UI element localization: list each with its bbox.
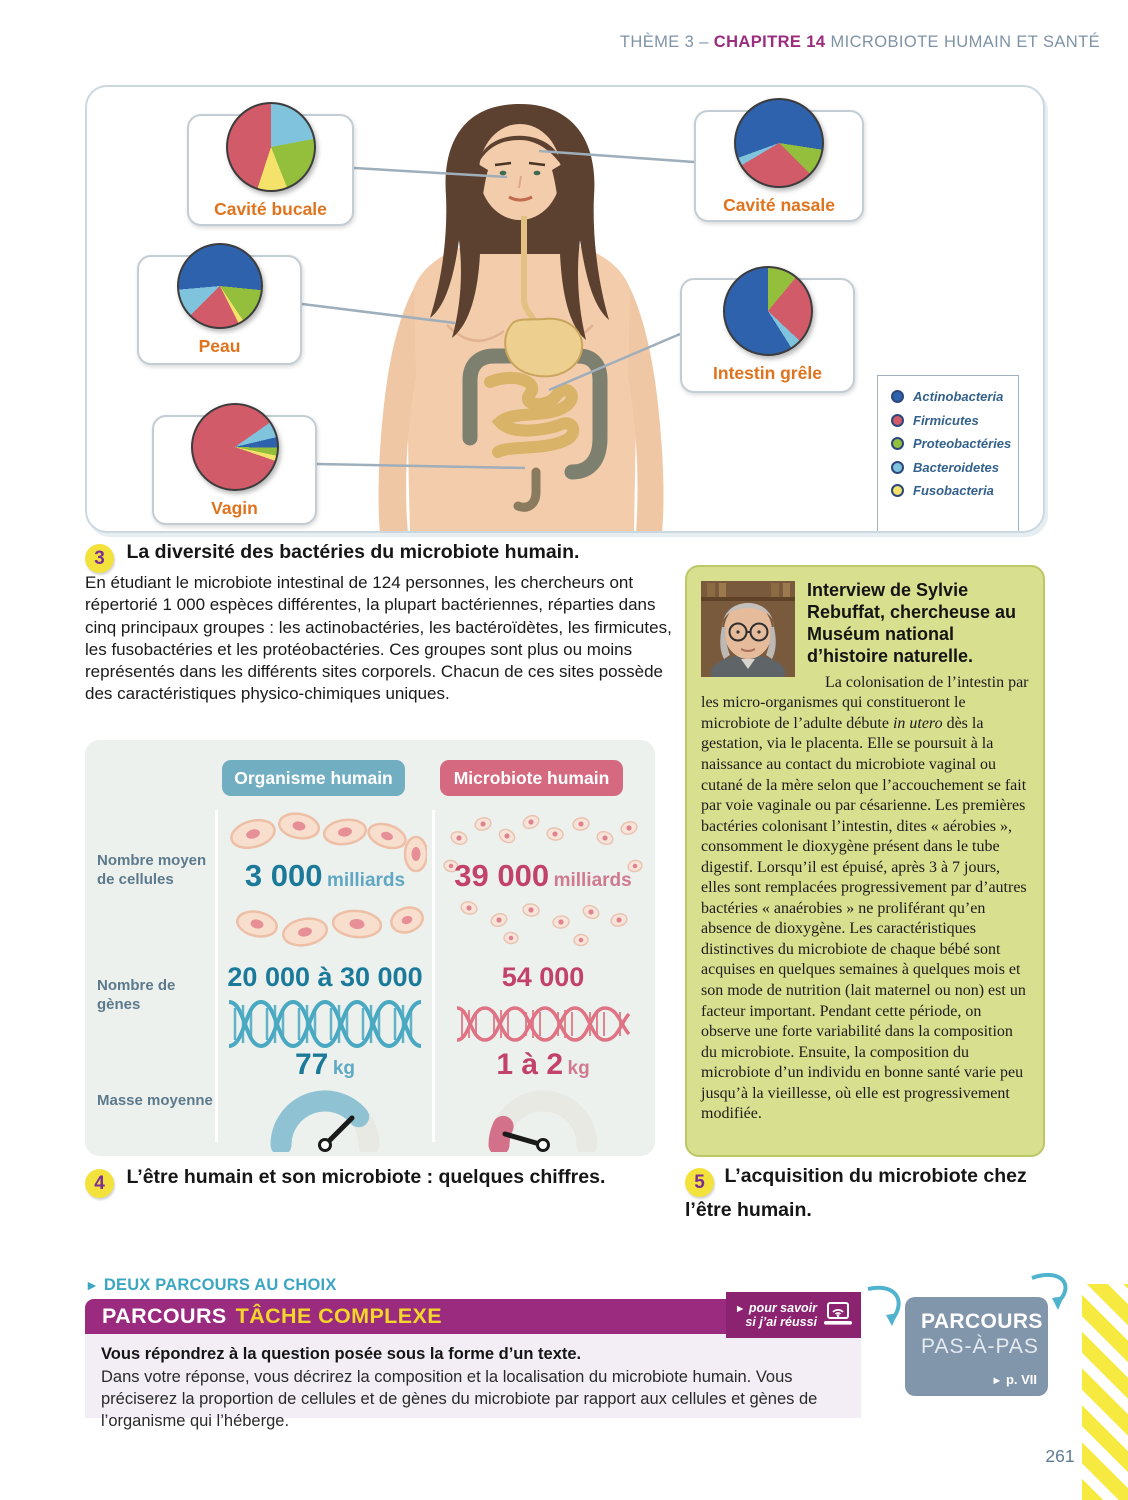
caption-5-title: L’acquisition du microbiote chez l’être humain. — [685, 1165, 1027, 1221]
legend-item — [891, 436, 1018, 451]
row-label-genes: Nombre de gènes — [97, 977, 176, 1013]
badge-text — [735, 1301, 817, 1330]
arrow-icon: ► — [85, 1277, 100, 1293]
caption-4 — [85, 1166, 605, 1198]
yellow-stripes-decoration — [1082, 1284, 1128, 1500]
value-number: 77 — [294, 1048, 329, 1081]
site-label-cavite-bucale: Cavité bucale — [214, 199, 327, 219]
arrow-icon: ► — [991, 1375, 1003, 1387]
legend-label: Bacteroidetes — [913, 459, 999, 475]
caption-4-title: L’être humain et son microbiote : quelques chiffres. — [126, 1166, 606, 1188]
legend-swatch-bacteroidetes — [891, 461, 904, 474]
page-number: 261 — [1045, 1446, 1075, 1466]
value-masse-microbiote — [441, 1048, 645, 1082]
legend-item — [891, 460, 1018, 475]
pour-savoir-badge — [726, 1292, 861, 1338]
doc3-paragraph: En étudiant le microbiote intestinal de 124 personnes, les chercheurs ont répertorié 1 000 espèces différentes, la plupart bactériennes, réparties dans cinq principaux groupes : les actinobactéries, les bactéroïdètes, les firmicutes, les fusobactéries et les protéobactéries. Ces groupes sont plus ou moins représentés dans les différents sites corporels. Chacun de ces sites possède des caractéristiques physico-chimiques uniques. — [85, 573, 672, 704]
choice-heading-label: DEUX PARCOURS AU CHOIX — [103, 1276, 337, 1294]
site-label-vagin: Vagin — [211, 498, 258, 518]
interview-text: dès la gestation, via le placenta. Elle se poursuit à la naissance au contact du microbiote vaginal ou cutané de la mère selon que l’accouchement se fait par voie vaginale ou par césarienne. Les premières bactéries colonisant l’intestin, dites « aérobies », consomment le dioxygène présent dans le tube digestif. Lorsqu’il est épuisé, après 3 à 7 jours, elles sont remplacées progressivement par d’autres bactéries « anaérobies » ne proliférant qu’en absence de dioxygène. Les caractéristiques distinctives du microbiote de chaque bébé sont acquises en quelques semaines à quelques mois et son mode de nutrition (lait maternel ou non) est un facteur important. Pendant cette période, on observe une forte variabilité dans la composition du microbiote. Ensuite, la composition du microbiote d’un individu en bonne santé varie peu jusqu’à la vieillesse, où elle est progressivement modifiée. — [701, 714, 1027, 1123]
header-chapter: CHAPITRE 14 — [713, 33, 826, 51]
pie-chart-intestin-grele — [723, 266, 813, 356]
interview-text: La colonisation de l’intestin par les micro-organismes qui constitueront le microbiote de l’adulte débute — [701, 673, 1029, 732]
legend-label: Proteobactéries — [913, 436, 1012, 451]
task-description-box — [85, 1334, 861, 1430]
value-genes-organisme — [223, 962, 427, 993]
value-number: 54 000 — [501, 962, 585, 992]
dna-helix-microbiote — [441, 1000, 645, 1053]
doc-number-badge: 4 — [85, 1169, 114, 1198]
banner-parcours-label: PARCOURS — [102, 1304, 227, 1328]
value-cellules-organisme — [223, 858, 427, 894]
legend-swatch-proteobacteries — [891, 437, 904, 450]
callout-cavite-nasale — [694, 110, 864, 222]
task-bold-line: Vous répondrez à la question posée sous la forme d’un texte. — [101, 1345, 582, 1363]
header-title: MICROBIOTE HUMAIN ET SANTÉ — [825, 33, 1100, 51]
caption-3-title: La diversité des bactéries du microbiote humain. — [126, 541, 580, 563]
value-number: 20 000 à 30 000 — [227, 962, 423, 992]
column-separator — [215, 810, 218, 1142]
page-header — [620, 33, 1100, 52]
value-number: 1 à 2 — [496, 1048, 564, 1081]
value-number: 3 000 — [244, 858, 323, 893]
site-label-intestin-grele: Intestin grêle — [713, 363, 822, 383]
interview-text-italic: in utero — [892, 714, 943, 732]
gauge-microbiote — [441, 1080, 645, 1157]
callout-vagin — [152, 415, 317, 525]
interview-body — [701, 673, 1029, 1125]
banner-tache-complexe-label: TÂCHE COMPLEXE — [235, 1304, 442, 1328]
arrow-icon: ► — [734, 1302, 746, 1315]
pie-legend — [877, 375, 1019, 533]
callout-intestin-grele — [680, 278, 855, 393]
legend-swatch-actinobacteria — [891, 390, 904, 403]
laptop-wifi-icon — [823, 1302, 853, 1329]
pie-chart-peau — [177, 243, 263, 329]
pie-chart-cavite-nasale — [734, 98, 824, 188]
task-body-text: Dans votre réponse, vous décrirez la composition et la localisation du microbiote humain. Vous préciserez la proportion de cellules et de gènes du microbiote par rapport aux cellules et gènes de l’organisme qui l’héberge. — [101, 1368, 818, 1430]
value-masse-organisme — [223, 1048, 427, 1082]
legend-item — [891, 483, 1018, 498]
badge-line1: pour savoir — [748, 1300, 817, 1315]
legend-item — [891, 413, 1018, 428]
pas-parcours-label: PARCOURS — [921, 1310, 1043, 1333]
parcours-choice-heading — [85, 1276, 337, 1295]
pie-chart-vagin — [191, 403, 279, 491]
legend-label: Actinobacteria — [913, 389, 1004, 404]
value-unit: kg — [567, 1058, 590, 1079]
legend-item — [891, 389, 1018, 404]
caption-5 — [685, 1163, 1057, 1223]
caption-3 — [85, 541, 579, 573]
legend-label: Fusobacteria — [913, 483, 994, 498]
column-separator — [432, 810, 435, 1142]
sylvie-rebuffat-portrait — [701, 581, 795, 677]
site-label-cavite-nasale: Cavité nasale — [723, 195, 835, 215]
gauge-organisme — [223, 1080, 427, 1157]
callout-peau — [137, 255, 302, 365]
pie-chart-cavite-bucale — [226, 102, 316, 192]
value-genes-microbiote — [441, 962, 645, 993]
interview-box — [685, 565, 1045, 1157]
legend-swatch-fusobacteria — [891, 484, 904, 497]
callout-cavite-bucale — [187, 114, 354, 226]
curved-arrow-icon — [862, 1281, 908, 1329]
figure-microbiote-diversity — [85, 85, 1045, 533]
column-header-organisme: Organisme humain — [222, 760, 405, 796]
column-header-microbiote: Microbiote humain — [440, 760, 623, 796]
header-theme: THÈME 3 – — [619, 33, 714, 51]
value-number: 39 000 — [454, 858, 550, 893]
legend-label: Firmicutes — [913, 412, 979, 428]
legend-swatch-firmicutes — [891, 414, 904, 427]
doc-number-badge: 5 — [685, 1168, 714, 1197]
site-label-peau: Peau — [198, 336, 241, 356]
value-cellules-microbiote — [441, 858, 645, 894]
interview-title: Interview de Sylvie Rebuffat, chercheuse au Muséum national d’histoire naturelle. — [807, 580, 1017, 666]
figure-infographic-chiffres — [85, 740, 655, 1156]
value-unit: kg — [332, 1058, 355, 1079]
row-label-cellules: Nombre moyen de cellules — [97, 852, 207, 888]
pas-page-ref — [991, 1372, 1037, 1387]
badge-line2: si j’ai réussi — [745, 1315, 817, 1329]
pas-a-pas-label: PAS-À-PAS — [921, 1335, 1039, 1358]
doc-number-badge: 3 — [85, 544, 114, 573]
row-label-masse: Masse moyenne — [97, 1092, 213, 1109]
curved-arrow-icon — [1024, 1268, 1076, 1314]
value-unit: milliards — [553, 870, 632, 891]
value-unit: milliards — [326, 870, 406, 891]
page-ref-label: p. VII — [1005, 1372, 1037, 1387]
